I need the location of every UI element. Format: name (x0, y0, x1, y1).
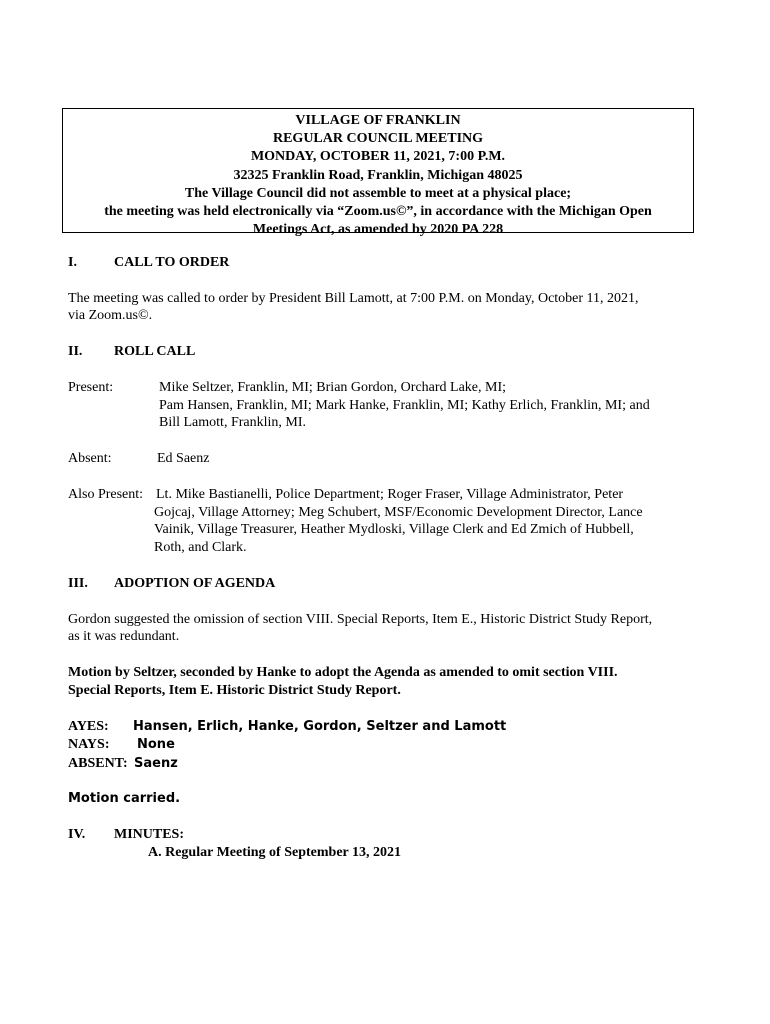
agenda-text-line-2: as it was redundant. (68, 629, 180, 644)
section-heading-minutes (68, 826, 708, 844)
section-number: III. (68, 576, 88, 591)
section-number: II. (68, 344, 83, 359)
section-heading-roll-call (68, 343, 708, 361)
minutes-item-a: A. Regular Meeting of September 13, 2021 (148, 845, 401, 860)
also-present-line-2: Gojcaj, Village Attorney; Meg Schubert, MSF/Economic Development Director, Lance (154, 505, 643, 520)
section-number: I. (68, 255, 77, 270)
section-title: MINUTES: (114, 827, 185, 842)
ayes-label: AYES: (68, 719, 109, 734)
also-present-line-3: Vainik, Village Treasurer, Heather Mydloski, Village Clerk and Ed Zmich of Hubbell, (154, 522, 634, 537)
call-to-order-text-line-2: via Zoom.us©. (68, 308, 153, 323)
motion-result: Motion carried. (68, 791, 181, 806)
call-to-order-text-line-1: The meeting was called to order by President Bill Lamott, at 7:00 P.M. on Monday, October 11, 2021, (68, 291, 639, 306)
absent-vote-value: Saenz (134, 756, 178, 771)
header-line-notice-3: Meetings Act, as amended by 2020 PA 228 (252, 222, 504, 238)
nays-value: None (137, 737, 175, 752)
agenda-text-line-1: Gordon suggested the omission of section VIII. Special Reports, Item E., Historic District Study Report, (68, 612, 653, 627)
also-present-line-4: Roth, and Clark. (154, 540, 247, 555)
header-line-meeting-type: REGULAR COUNCIL MEETING (272, 131, 484, 147)
section-heading-call-to-order (68, 254, 708, 272)
meeting-header-box (62, 108, 694, 238)
nays-label: NAYS: (68, 737, 110, 752)
section-number: IV. (68, 827, 86, 842)
motion-line-1: Motion by Seltzer, seconded by Hanke to adopt the Agenda as amended to omit section VIII. (68, 665, 618, 680)
motion-line-2: Special Reports, Item E. Historic District Study Report. (68, 683, 401, 698)
header-line-notice-1: The Village Council did not assemble to meet at a physical place; (184, 185, 572, 201)
section-title: ROLL CALL (114, 344, 196, 359)
present-line-2: Pam Hansen, Franklin, MI; Mark Hanke, Franklin, MI; Kathy Erlich, Franklin, MI; and (159, 398, 650, 413)
header-line-date: MONDAY, OCTOBER 11, 2021, 7:00 P.M. (250, 149, 506, 165)
header-line-address: 32325 Franklin Road, Franklin, Michigan 48025 (233, 167, 523, 183)
ayes-value: Hansen, Erlich, Hanke, Gordon, Seltzer and Lamott (133, 719, 507, 734)
absent-vote-label: ABSENT: (68, 756, 128, 771)
also-present-label: Also Present: (68, 487, 144, 502)
present-label: Present: (68, 380, 114, 395)
absent-value: Ed Saenz (157, 451, 210, 466)
also-present-line-1: Lt. Mike Bastianelli, Police Department; Roger Fraser, Village Administrator, Peter (156, 487, 624, 502)
present-line-3: Bill Lamott, Franklin, MI. (159, 415, 306, 430)
section-title: CALL TO ORDER (114, 255, 230, 270)
header-line-notice-2: the meeting was held electronically via “Zoom.us©”, in accordance with the Michigan Open (104, 204, 652, 220)
section-heading-adoption-of-agenda (68, 575, 708, 593)
section-title: ADOPTION OF AGENDA (114, 576, 276, 591)
present-line-1: Mike Seltzer, Franklin, MI; Brian Gordon, Orchard Lake, MI; (159, 380, 507, 395)
absent-label: Absent: (68, 451, 112, 466)
header-line-village: VILLAGE OF FRANKLIN (295, 113, 461, 128)
